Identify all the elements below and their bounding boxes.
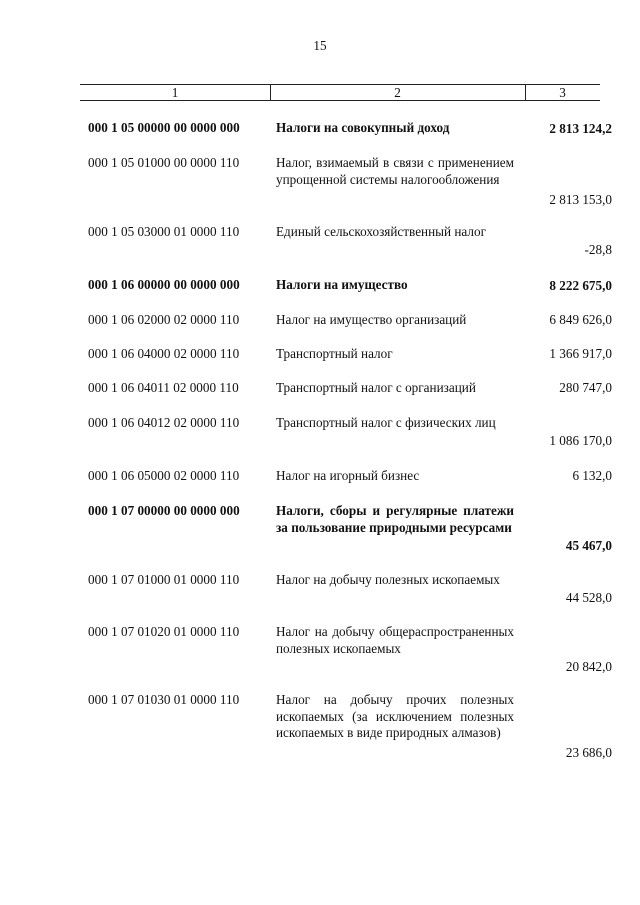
row-code: 000 1 06 04011 02 0000 110 bbox=[88, 380, 239, 395]
row-amount: -28,8 bbox=[584, 242, 612, 257]
column-header-3: 3 bbox=[559, 85, 566, 100]
row-amount: 6 132,0 bbox=[572, 468, 612, 483]
row-code: 000 1 06 05000 02 0000 110 bbox=[88, 468, 240, 483]
row-name: Налог, взимаемый в связи с применением упрощенной системы налогообложения bbox=[276, 155, 514, 187]
row-amount: 1 086 170,0 bbox=[549, 433, 612, 448]
row-name: Налог на игорный бизнес bbox=[276, 468, 420, 483]
row-code: 000 1 06 02000 02 0000 110 bbox=[88, 312, 240, 327]
column-header-1: 1 bbox=[171, 85, 179, 100]
row-code: 000 1 05 03000 01 0000 110 bbox=[88, 224, 240, 239]
table-header-bottom-rule bbox=[80, 100, 600, 101]
row-amount: 44 528,0 bbox=[565, 590, 612, 605]
row-name: Налоги, сборы и регулярные платежи за пользование природными ресурсами bbox=[276, 503, 514, 535]
row-code: 000 1 07 00000 00 0000 000 bbox=[88, 503, 240, 518]
row-amount: 20 842,0 bbox=[565, 659, 612, 674]
row-name: Налог на добычу прочих полезных ископаемых (за исключением полезных ископаемых в виде природных алмазов) bbox=[276, 692, 514, 740]
row-code: 000 1 07 01030 01 0000 110 bbox=[88, 692, 240, 707]
row-code: 000 1 06 04012 02 0000 110 bbox=[88, 415, 240, 430]
column-header-2: 2 bbox=[394, 85, 401, 100]
row-name: Транспортный налог с физических лиц bbox=[276, 415, 496, 430]
row-code: 000 1 07 01020 01 0000 110 bbox=[88, 624, 240, 639]
row-amount: 2 813 124,2 bbox=[549, 121, 612, 136]
row-code: 000 1 07 01000 01 0000 110 bbox=[88, 572, 240, 587]
row-name: Единый сельскохозяйственный налог bbox=[276, 224, 486, 239]
row-code: 000 1 05 00000 00 0000 000 bbox=[88, 120, 240, 135]
row-name: Налог на добычу полезных ископаемых bbox=[276, 572, 500, 587]
row-name: Транспортный налог bbox=[276, 346, 393, 361]
row-amount: 2 813 153,0 bbox=[549, 192, 612, 207]
row-amount: 6 849 626,0 bbox=[549, 312, 612, 327]
row-name: Налоги на совокупный доход bbox=[276, 120, 450, 135]
row-amount: 8 222 675,0 bbox=[549, 278, 612, 293]
row-amount: 280 747,0 bbox=[559, 380, 612, 395]
row-name: Транспортный налог с организаций bbox=[276, 380, 476, 395]
row-code: 000 1 05 01000 00 0000 110 bbox=[88, 155, 240, 170]
row-amount: 1 366 917,0 bbox=[549, 346, 612, 361]
row-amount: 23 686,0 bbox=[565, 745, 612, 760]
row-name: Налог на имущество организаций bbox=[276, 312, 467, 327]
row-name: Налоги на имущество bbox=[276, 277, 408, 292]
row-amount: 45 467,0 bbox=[565, 538, 612, 553]
row-code: 000 1 06 00000 00 0000 000 bbox=[88, 277, 240, 292]
row-code: 000 1 06 04000 02 0000 110 bbox=[88, 346, 240, 361]
row-name: Налог на добычу общераспространенных полезных ископаемых bbox=[276, 624, 514, 656]
page-number: 15 bbox=[313, 38, 327, 53]
